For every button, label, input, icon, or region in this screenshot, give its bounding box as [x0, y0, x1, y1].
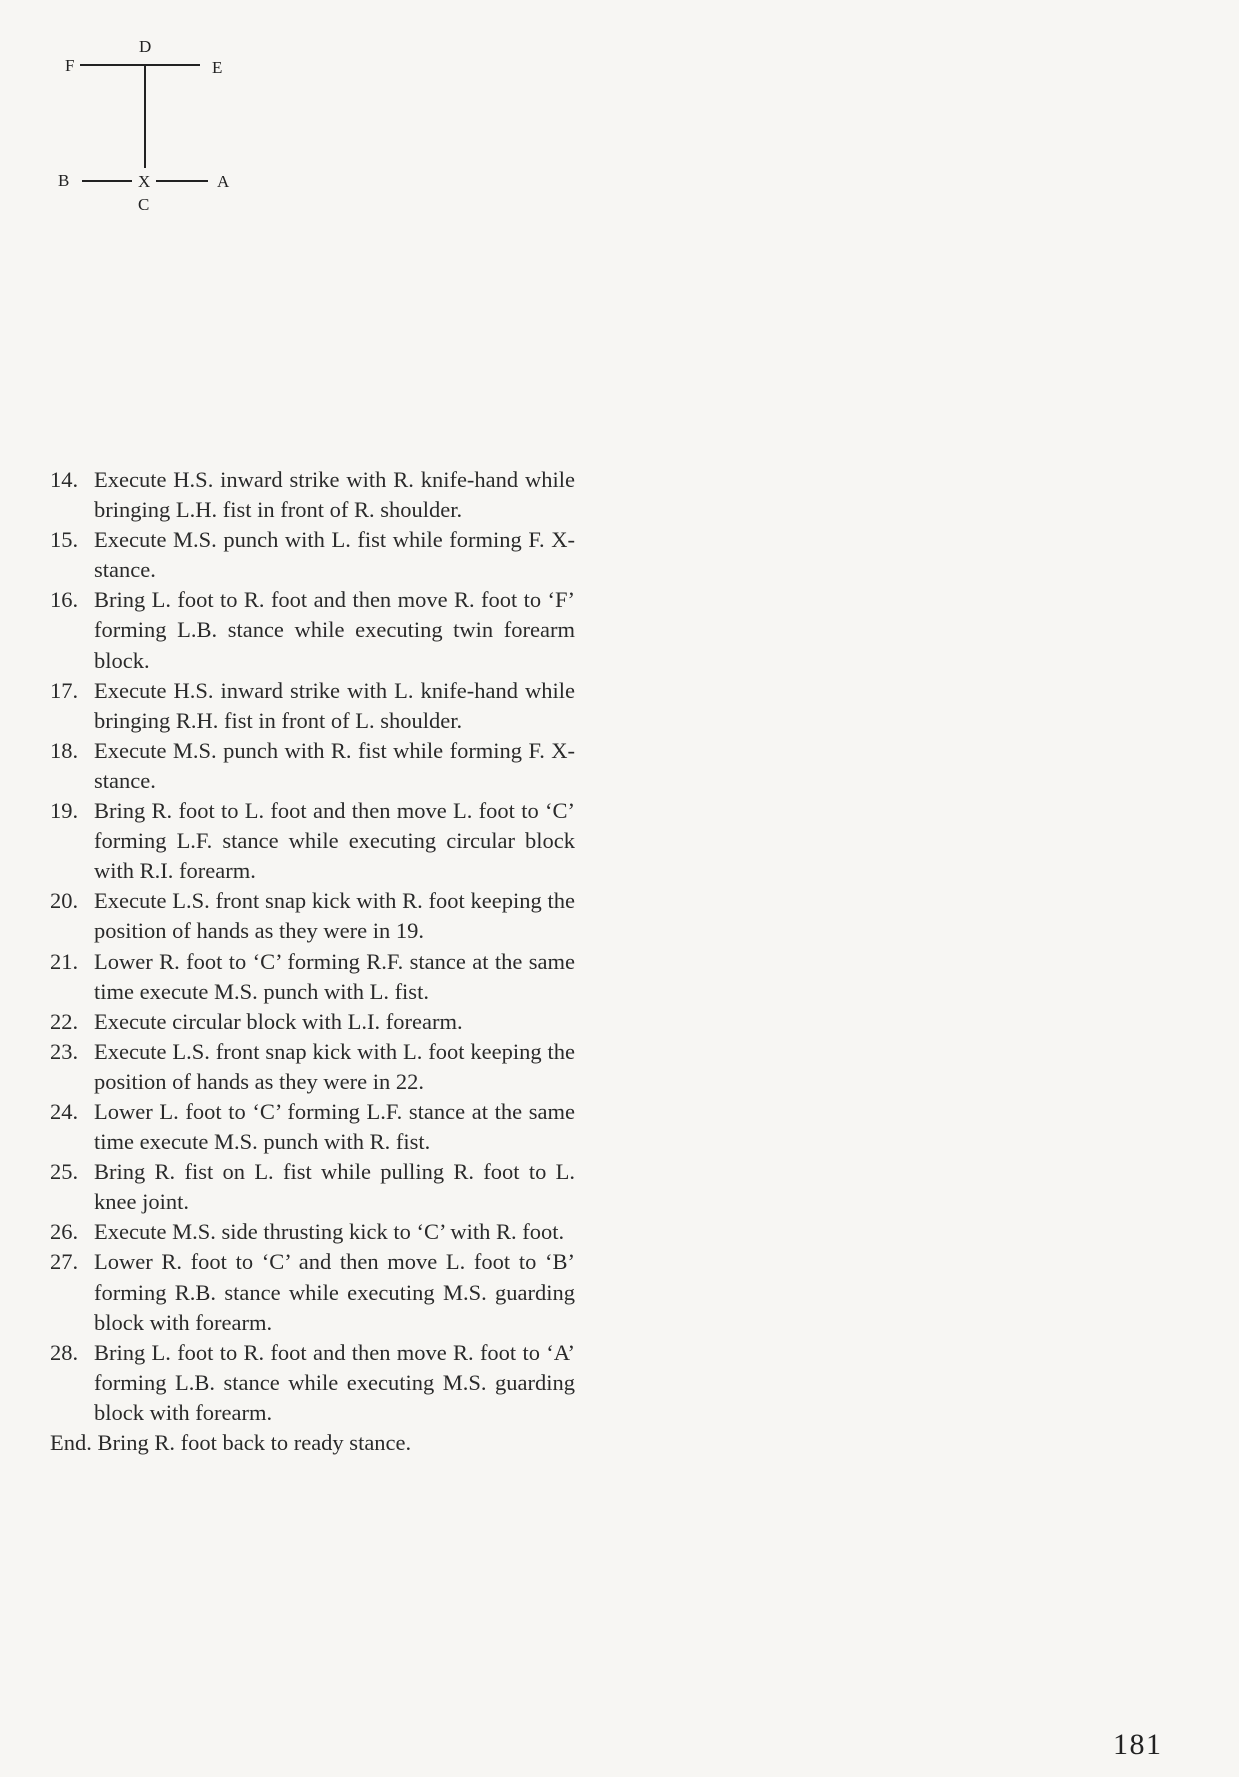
step-number: 21. — [50, 948, 79, 974]
step-text: Execute circular block with L.I. forearm. — [94, 1008, 463, 1034]
step-item — [50, 1157, 575, 1217]
diagram-label-c: C — [138, 195, 150, 214]
step-text: Execute M.S. punch with R. fist while forming F. X-stance. — [94, 737, 575, 793]
step-number: 24. — [50, 1098, 79, 1124]
step-number: 18. — [50, 737, 79, 763]
step-item — [50, 1007, 575, 1037]
step-number: 14. — [50, 467, 79, 492]
step-item — [50, 1037, 575, 1097]
diagram-label-a: A — [217, 172, 230, 191]
end-step: End. Bring R. foot back to ready stance. — [50, 1430, 412, 1455]
step-item — [50, 465, 575, 525]
diagram-label-f: F — [65, 56, 75, 75]
step-number: 26. — [50, 1219, 79, 1245]
step-list — [50, 465, 575, 1458]
step-text: Lower L. foot to ‘C’ forming L.F. stance at the same time execute M.S. punch with R. fist. — [94, 1098, 575, 1155]
step-item — [50, 1247, 575, 1337]
step-text: Bring R. foot to L. foot and then move L. foot to ‘C’ forming L.F. stance while executing circular block with R.I. forearm. — [94, 798, 575, 884]
step-text: Bring L. foot to R. foot and then move R. foot to ‘A’ forming L.B. stance while executing M.S. guarding block with forearm. — [94, 1339, 575, 1425]
step-text: Lower R. foot to ‘C’ forming R.F. stance at the same time execute M.S. punch with L. fist. — [94, 948, 575, 1004]
step-text: Execute H.S. inward strike with L. knife-hand while bringing R.H. fist in front of L. shoulder. — [94, 677, 575, 733]
step-text: Execute M.S. punch with L. fist while forming F. X-stance. — [94, 527, 575, 583]
step-item — [50, 1338, 575, 1428]
diagram-label-e: E — [212, 58, 223, 77]
step-number: 27. — [50, 1249, 79, 1275]
step-number: 16. — [50, 587, 79, 613]
step-item — [50, 1097, 575, 1157]
step-item — [50, 886, 575, 946]
step-text: Execute M.S. side thrusting kick to ‘C’ with R. foot. — [94, 1219, 565, 1245]
step-item — [50, 1217, 575, 1247]
step-number: 23. — [50, 1038, 79, 1064]
step-number: 22. — [50, 1008, 79, 1034]
movement-diagram — [50, 30, 250, 220]
step-item — [50, 676, 575, 736]
step-item — [50, 525, 575, 585]
diagram-label-d: D — [139, 37, 152, 56]
step-text: Execute L.S. front snap kick with R. foot keeping the position of hands as they were in 19. — [94, 888, 575, 944]
step-number: 25. — [50, 1159, 79, 1185]
step-item — [50, 947, 575, 1007]
step-number: 20. — [50, 888, 79, 914]
step-text: Lower R. foot to ‘C’ and then move L. foot to ‘B’ forming R.B. stance while executing M.S. guarding block with forearm. — [94, 1249, 575, 1335]
step-text: Execute L.S. front snap kick with L. foot keeping the position of hands as they were in 22. — [94, 1038, 575, 1094]
step-number: 15. — [50, 527, 79, 553]
step-text: Bring R. fist on L. fist while pulling R. foot to L. knee joint. — [94, 1159, 575, 1215]
step-item — [50, 736, 575, 796]
step-number: 17. — [50, 677, 79, 703]
diagram-label-x: X — [138, 172, 151, 191]
step-item — [50, 796, 575, 886]
step-number: 19. — [50, 798, 79, 824]
page-number: 181 — [1113, 1728, 1163, 1761]
diagram-label-b: B — [58, 171, 70, 190]
step-text: Execute H.S. inward strike with R. knife-hand while bringing L.H. fist in front of R. shoulder. — [94, 467, 575, 523]
step-text: Bring L. foot to R. foot and then move R. foot to ‘F’ forming L.B. stance while executing twin forearm block. — [94, 587, 575, 673]
step-item — [50, 585, 575, 675]
step-number: 28. — [50, 1339, 79, 1365]
